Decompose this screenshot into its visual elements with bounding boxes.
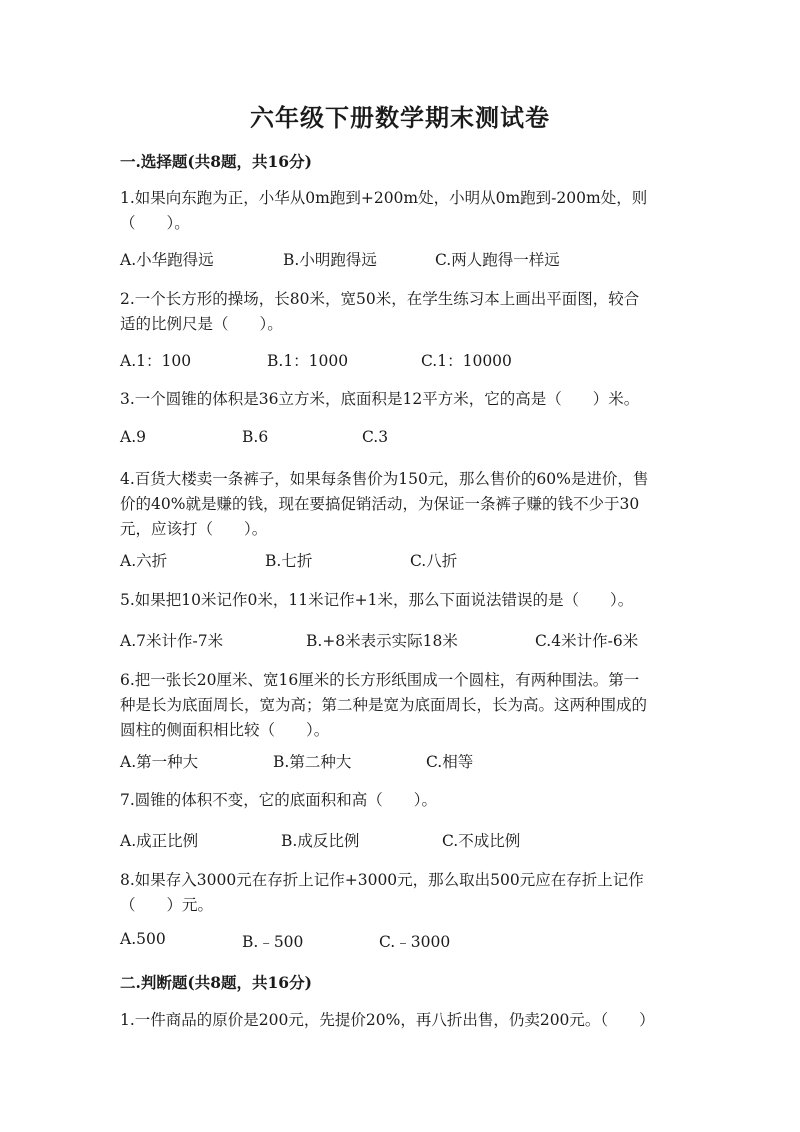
options-q1 [120, 248, 680, 270]
question-text-line: 1.如果向东跑为正，小华从0m跑到+200m处，小明从0m跑到-200m处，则 [120, 189, 648, 207]
options-q7 [120, 829, 680, 851]
question-text-line: （ ）。 [120, 214, 190, 232]
option-a[interactable]: A.第一种大 [120, 753, 199, 771]
question-4 [120, 467, 680, 542]
question-text-line: 7.圆锥的体积不变，它的底面积和高（ ）。 [120, 791, 438, 809]
option-a[interactable]: A.7米计作-7米 [120, 632, 224, 650]
question-1 [120, 186, 680, 236]
option-b[interactable]: B.成反比例 [281, 832, 360, 850]
question-text-line: 价的40%就是赚的钱，现在要搞促销活动，为保证一条裤子赚的钱不少于30 [120, 495, 640, 513]
option-a[interactable]: A.成正比例 [120, 832, 199, 850]
question-text-line: 种是长为底面周长，宽为高；第二种是宽为底面周长，长为高。这两种围成的 [120, 696, 648, 714]
option-c[interactable]: C.两人跑得一样远 [435, 251, 560, 269]
options-q6 [120, 750, 680, 772]
question-text-line: 适的比例尺是（ ）。 [120, 315, 283, 333]
question-2 [120, 287, 680, 337]
question-text-line: 5.如果把10米记作0米，11米记作+1米，那么下面说法错误的是（ ）。 [120, 591, 634, 609]
exam-title: 六年级下册数学期末测试卷 [250, 103, 550, 132]
question-text-line: 3.一个圆锥的体积是36立方米，底面积是12平方米，它的高是（ ）米。 [120, 390, 640, 408]
option-c[interactable]: C.3 [362, 428, 389, 446]
question-text-line: 6.把一张长20厘米、宽16厘米的长方形纸围成一个圆柱，有两种围法。第一 [120, 671, 640, 689]
option-a[interactable]: A.9 [120, 428, 146, 446]
option-b[interactable]: B.+8米表示实际18米 [306, 632, 458, 650]
question-text-line: 1.一件商品的原价是200元，先提价20%，再八折出售，仍卖200元。（ ） [120, 1011, 655, 1029]
question-text-line: 4.百货大楼卖一条裤子，如果每条售价为150元，那么售价的60%是进价，售 [120, 470, 649, 488]
option-b[interactable]: B.1：1000 [267, 352, 349, 370]
options-q3 [120, 428, 680, 450]
option-c[interactable]: C.﹣3000 [379, 933, 451, 951]
option-b[interactable]: B.6 [242, 428, 269, 446]
option-c[interactable]: C.相等 [426, 753, 474, 771]
option-b[interactable]: B.第二种大 [273, 753, 352, 771]
option-a[interactable]: A.小华跑得远 [120, 251, 214, 269]
question-text-line: 2.一个长方形的操场，长80米，宽50米，在学生练习本上画出平面图，较合 [120, 290, 640, 308]
question-5 [120, 588, 680, 613]
options-q8 [120, 930, 680, 952]
section-heading-choice: 一.选择题(共8题，共16分) [120, 152, 312, 171]
option-a[interactable]: A.六折 [120, 552, 168, 570]
question-7 [120, 788, 680, 813]
option-b[interactable]: B.﹣500 [242, 933, 304, 951]
options-q5 [120, 629, 680, 651]
option-c[interactable]: C.不成比例 [442, 832, 521, 850]
judge-question-1 [120, 1008, 680, 1033]
question-text-line: 8.如果存入3000元在存折上记作+3000元，那么取出500元应在存折上记作 [120, 871, 644, 889]
option-a[interactable]: A.1：100 [120, 352, 192, 370]
options-q4 [120, 549, 680, 571]
option-b[interactable]: B.小明跑得远 [283, 251, 377, 269]
option-c[interactable]: C.八折 [410, 552, 458, 570]
section-heading-judge: 二.判断题(共8题，共16分) [120, 973, 312, 992]
option-a[interactable]: A.500 [120, 930, 166, 948]
question-8 [120, 868, 680, 918]
question-6 [120, 668, 680, 743]
question-3 [120, 387, 680, 412]
option-b[interactable]: B.七折 [265, 552, 313, 570]
options-q2 [120, 349, 680, 371]
question-text-line: 圆柱的侧面积相比较（ ）。 [120, 721, 330, 739]
question-text-line: 元，应该打（ ）。 [120, 520, 268, 538]
option-c[interactable]: C.1：10000 [421, 352, 512, 370]
question-text-line: （ ）元。 [120, 896, 214, 914]
option-c[interactable]: C.4米计作-6米 [535, 632, 639, 650]
